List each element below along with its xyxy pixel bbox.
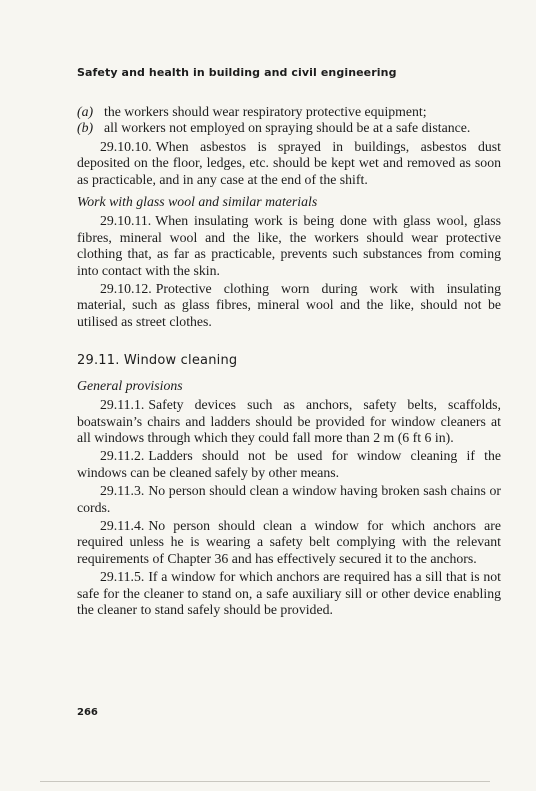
paragraph-number: 29.11.1. xyxy=(100,397,145,413)
paragraph-number: 29.11.2. xyxy=(100,448,145,464)
list-item-label: (a) xyxy=(77,104,94,119)
page-number: 266 xyxy=(77,707,98,718)
subheading-glass-wool: Work with glass wool and similar materials xyxy=(77,194,318,210)
paragraph-text: No person should clean a window for which anchors are required unless he is wearing a safety belt complying with the relevant requirements of Chapter 36 and has effectively secured it to the anchors. xyxy=(77,517,501,566)
paragraph-29-10-10 xyxy=(77,139,501,188)
paragraph-text: When asbestos is sprayed in buildings, asbestos dust deposited on the floor, ledges, etc. should be kept wet and removed as soon as practicable, and in any case at the end of the shift. xyxy=(77,138,501,187)
paragraph-number: 29.11.4. xyxy=(100,517,145,533)
running-head: Safety and health in building and civil engineering xyxy=(77,66,397,79)
paragraph-29-11-4 xyxy=(77,518,501,567)
paragraph-number: 29.10.11. xyxy=(100,213,152,229)
subheading-general-provisions: General provisions xyxy=(77,377,183,393)
paragraph-29-10-11 xyxy=(77,213,501,279)
list-item xyxy=(77,120,501,136)
paragraph-text: Ladders should not be used for window cleaning if the windows can be cleaned safely by other means. xyxy=(77,448,501,480)
list-item-label: (b) xyxy=(77,120,94,136)
paragraph-29-10-12 xyxy=(77,281,501,330)
list-item xyxy=(77,104,501,120)
paragraph-text: Protective clothing worn during work with insulating material, such as glass fibres, mineral wool and the like, should not be utilised as street clothes. xyxy=(77,281,501,329)
paragraph-number: 29.10.10. xyxy=(100,138,152,154)
list-item-text: the workers should wear respiratory protective equipment; xyxy=(104,104,427,119)
section-heading: 29.11. Window cleaning xyxy=(77,353,238,369)
page-edge-divider xyxy=(40,781,490,782)
paragraph-number: 29.10.12. xyxy=(100,281,152,297)
paragraph-text: If a window for which anchors are required has a sill that is not safe for the cleaner to stand on, a safe auxiliary sill or other device enabling the cleaner to stand safely should be provided. xyxy=(77,569,501,617)
paragraph-text: When insulating work is being done with glass wool, glass fibres, mineral wool and the like, the workers should wear protective clothing that, as far as practicable, prevents such substances from coming into contact with the skin. xyxy=(77,213,501,278)
body-text xyxy=(77,104,501,618)
paragraph-29-11-1 xyxy=(77,397,501,446)
paragraph-number: 29.11.5. xyxy=(100,569,145,585)
paragraph-text: Safety devices such as anchors, safety belts, scaffolds, boatswain’s chairs and ladders should be provided for window cleaners at all windows through which they could fall more than 2 m (6 ft 6 in). xyxy=(77,397,501,445)
list-item-text: all workers not employed on spraying should be at a safe distance. xyxy=(104,120,471,136)
paragraph-number: 29.11.3. xyxy=(100,483,145,499)
paragraph-29-11-3 xyxy=(77,483,501,516)
paragraph-text: No person should clean a window having broken sash chains or cords. xyxy=(77,483,501,515)
paragraph-29-11-2 xyxy=(77,448,501,481)
paragraph-29-11-5 xyxy=(77,569,501,618)
